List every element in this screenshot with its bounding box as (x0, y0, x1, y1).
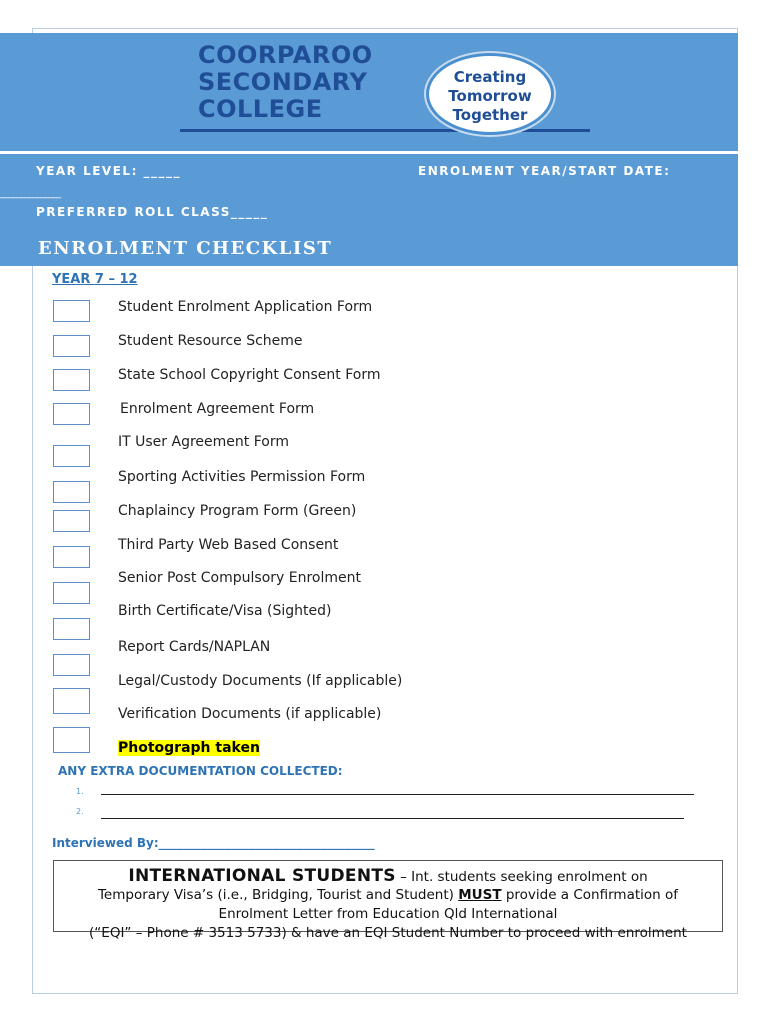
item-senior-enrolment: Senior Post Compulsory Enrolment (118, 570, 361, 586)
motto-badge (426, 53, 554, 135)
international-line2 (54, 886, 722, 905)
extra-line1-number: 1. (76, 787, 84, 796)
international-line2-b: provide a Confirmation of (501, 887, 679, 903)
international-must: MUST (458, 887, 502, 903)
extra-line1-field[interactable] (101, 794, 694, 795)
checkbox-verification-documents[interactable] (53, 727, 90, 753)
checkbox-enrolment-agreement[interactable] (53, 403, 90, 425)
school-name-line2: SECONDARY (198, 68, 368, 96)
item-application-form: Student Enrolment Application Form (118, 299, 373, 315)
interviewed-by-field: Interviewed By:____________________________________ (52, 836, 375, 850)
item-chaplaincy-form: Chaplaincy Program Form (Green) (118, 503, 357, 519)
checklist-title: ENROLMENT CHECKLIST (38, 238, 333, 259)
international-line1 (54, 866, 722, 886)
logo-underline (180, 129, 590, 132)
checkbox-it-user-agreement[interactable] (53, 445, 90, 467)
item-birth-certificate: Birth Certificate/Visa (Sighted) (118, 603, 332, 619)
item-sporting-permission: Sporting Activities Permission Form (118, 469, 366, 485)
checkbox-birth-certificate[interactable] (53, 618, 90, 640)
enrolment-year-field: ENROLMENT YEAR/START DATE: (418, 164, 671, 178)
checkbox-web-consent[interactable] (53, 546, 90, 568)
year-range-heading: YEAR 7 – 12 (52, 272, 138, 287)
motto-line2: Tomorrow (448, 87, 532, 105)
extra-line2-number: 2. (76, 807, 84, 816)
international-line4: (“EQI” – Phone # 3513 5733) & have an EQI Student Number to proceed with enrolment (89, 925, 687, 941)
enrolment-year-blank: _______________ (0, 188, 60, 199)
item-web-consent: Third Party Web Based Consent (118, 537, 339, 553)
school-logo-text (198, 42, 373, 123)
school-name-line3: COLLEGE (198, 95, 323, 123)
international-line3: Enrolment Letter from Education Qld International (218, 906, 558, 922)
checkbox-legal-documents[interactable] (53, 688, 90, 714)
item-legal-documents: Legal/Custody Documents (If applicable) (118, 673, 403, 689)
roll-class-field: PREFERRED ROLL CLASS_____ (36, 205, 269, 219)
extra-line2-field[interactable] (101, 818, 684, 819)
international-heading: INTERNATIONAL STUDENTS (128, 866, 396, 886)
school-name-line1: COORPAROO (198, 41, 373, 69)
checkbox-copyright-consent[interactable] (53, 369, 90, 391)
item-resource-scheme: Student Resource Scheme (118, 333, 303, 349)
checkbox-sporting-permission[interactable] (53, 481, 90, 503)
checkbox-report-cards[interactable] (53, 654, 90, 676)
item-enrolment-agreement: Enrolment Agreement Form (120, 401, 315, 417)
international-line2-a: Temporary Visa’s (i.e., Bridging, Tourist and Student) (97, 887, 459, 903)
checkbox-chaplaincy-form[interactable] (53, 510, 90, 532)
motto-line1: Creating (453, 68, 527, 86)
international-line1-text: Int. students seeking enrolment on (411, 869, 648, 885)
photograph-highlight: Photograph taken (118, 740, 260, 756)
checkbox-resource-scheme[interactable] (53, 335, 90, 357)
item-verification-documents: Verification Documents (if applicable) (118, 706, 382, 722)
item-it-user-agreement: IT User Agreement Form (118, 434, 289, 450)
checkbox-application-form[interactable] (53, 300, 90, 322)
checkbox-senior-enrolment[interactable] (53, 582, 90, 604)
extra-documentation-title: ANY EXTRA DOCUMENTATION COLLECTED: (58, 764, 343, 778)
motto-line3: Together (452, 106, 528, 124)
international-students-box (53, 860, 723, 941)
year-level-field: YEAR LEVEL: _____ (36, 164, 182, 178)
item-photograph (118, 740, 260, 756)
item-copyright-consent: State School Copyright Consent Form (118, 367, 381, 383)
item-report-cards: Report Cards/NAPLAN (118, 639, 271, 655)
international-dash: – (395, 869, 412, 885)
